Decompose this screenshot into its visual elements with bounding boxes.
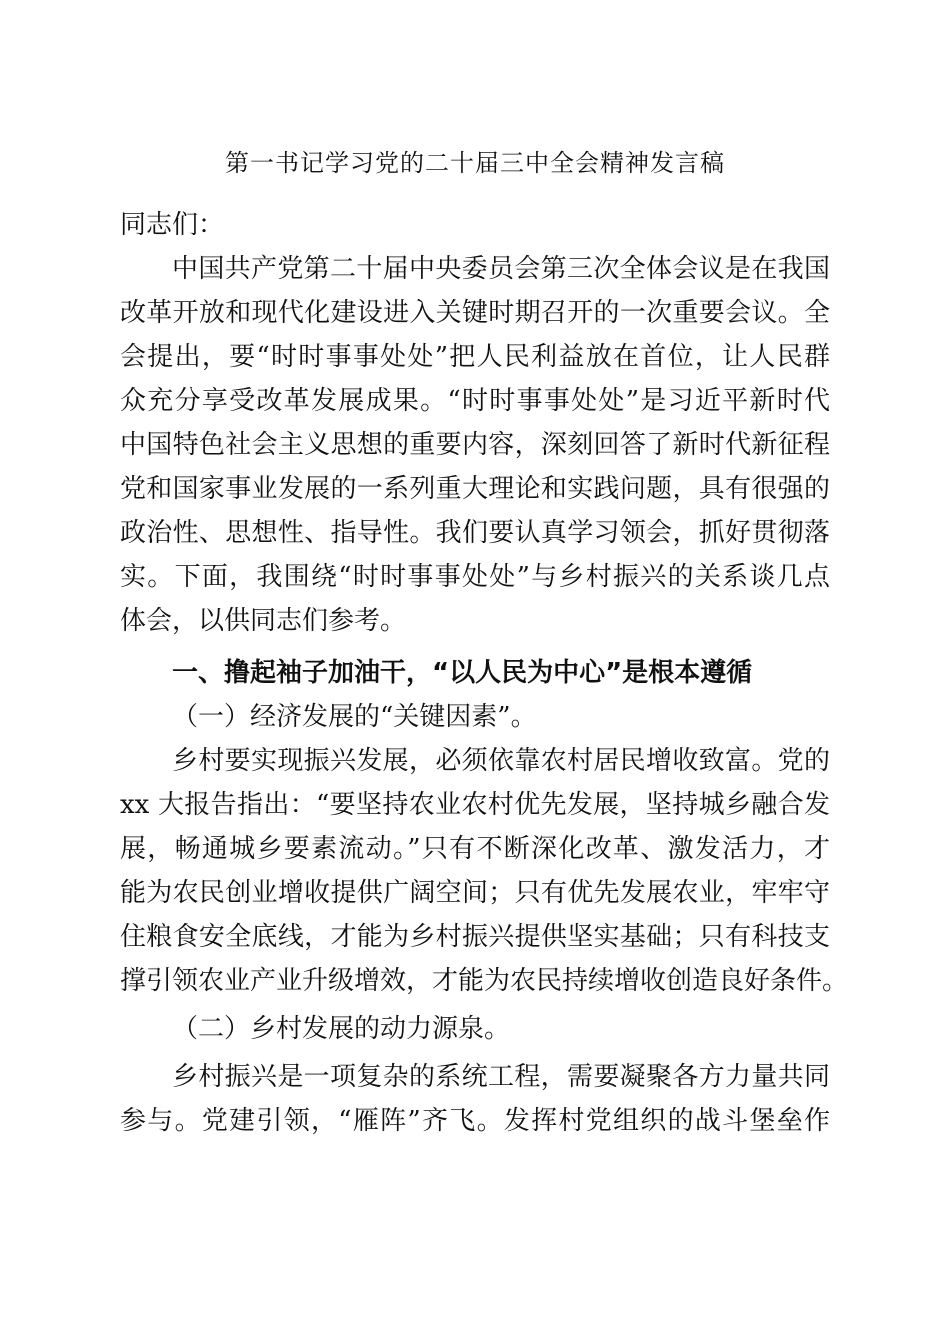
- paragraph-line: 展，畅通城乡要素流动。”只有不断深化改革、激发活力，才: [120, 834, 830, 864]
- paragraph-line: 乡村振兴是一项复杂的系统工程，需要凝聚各方力量共同: [172, 1062, 830, 1092]
- paragraph-line: 党和国家事业发展的一系列重大理论和实践问题，具有很强的: [120, 474, 830, 504]
- paragraph-line: 政治性、思想性、指导性。我们要认真学习领会，抓好贯彻落: [120, 518, 830, 548]
- paragraph-line: 众充分享受改革发展成果。“时时事事处处”是习近平新时代: [120, 386, 830, 416]
- section-heading: 一、撸起袖子加油干，“以人民为中心”是根本遵循: [172, 658, 753, 688]
- paragraph-line: 实。下面，我围绕“时时事事处处”与乡村振兴的关系谈几点: [120, 562, 830, 592]
- paragraph-line: 参与。党建引领，“雁阵”齐飞。发挥村党组织的战斗堡垒作: [120, 1106, 830, 1136]
- subsection-heading: （二）乡村发展的动力源泉。: [172, 1014, 511, 1044]
- paragraph-line: 中国特色社会主义思想的重要内容，深刻回答了新时代新征程: [120, 430, 830, 460]
- paragraph-line: 会提出，要“时时事事处处”把人民利益放在首位，让人民群: [120, 342, 830, 372]
- paragraph-line: 住粮食安全底线，才能为乡村振兴提供坚实基础；只有科技支: [120, 922, 830, 952]
- document-title: 第一书记学习党的二十届三中全会精神发言稿: [225, 149, 725, 177]
- paragraph-line: xx 大报告指出：“要坚持农业农村优先发展，坚持城乡融合发: [120, 790, 830, 820]
- subsection-heading: （一）经济发展的“关键因素”。: [172, 702, 537, 732]
- paragraph-line: 中国共产党第二十届中央委员会第三次全体会议是在我国: [172, 254, 830, 284]
- paragraph-line: 体会，以供同志们参考。: [120, 606, 407, 636]
- paragraph-line: 能为农民创业增收提供广阔空间；只有优先发展农业，牢牢守: [120, 878, 830, 908]
- paragraph-line: 乡村要实现振兴发展，必须依靠农村居民增收致富。党的: [172, 746, 830, 776]
- paragraph-line: 撑引领农业产业升级增效，才能为农民持续增收创造良好条件。: [120, 966, 849, 996]
- paragraph-line: 改革开放和现代化建设进入关键时期召开的一次重要会议。全: [120, 298, 830, 328]
- salutation: 同志们：: [120, 210, 225, 240]
